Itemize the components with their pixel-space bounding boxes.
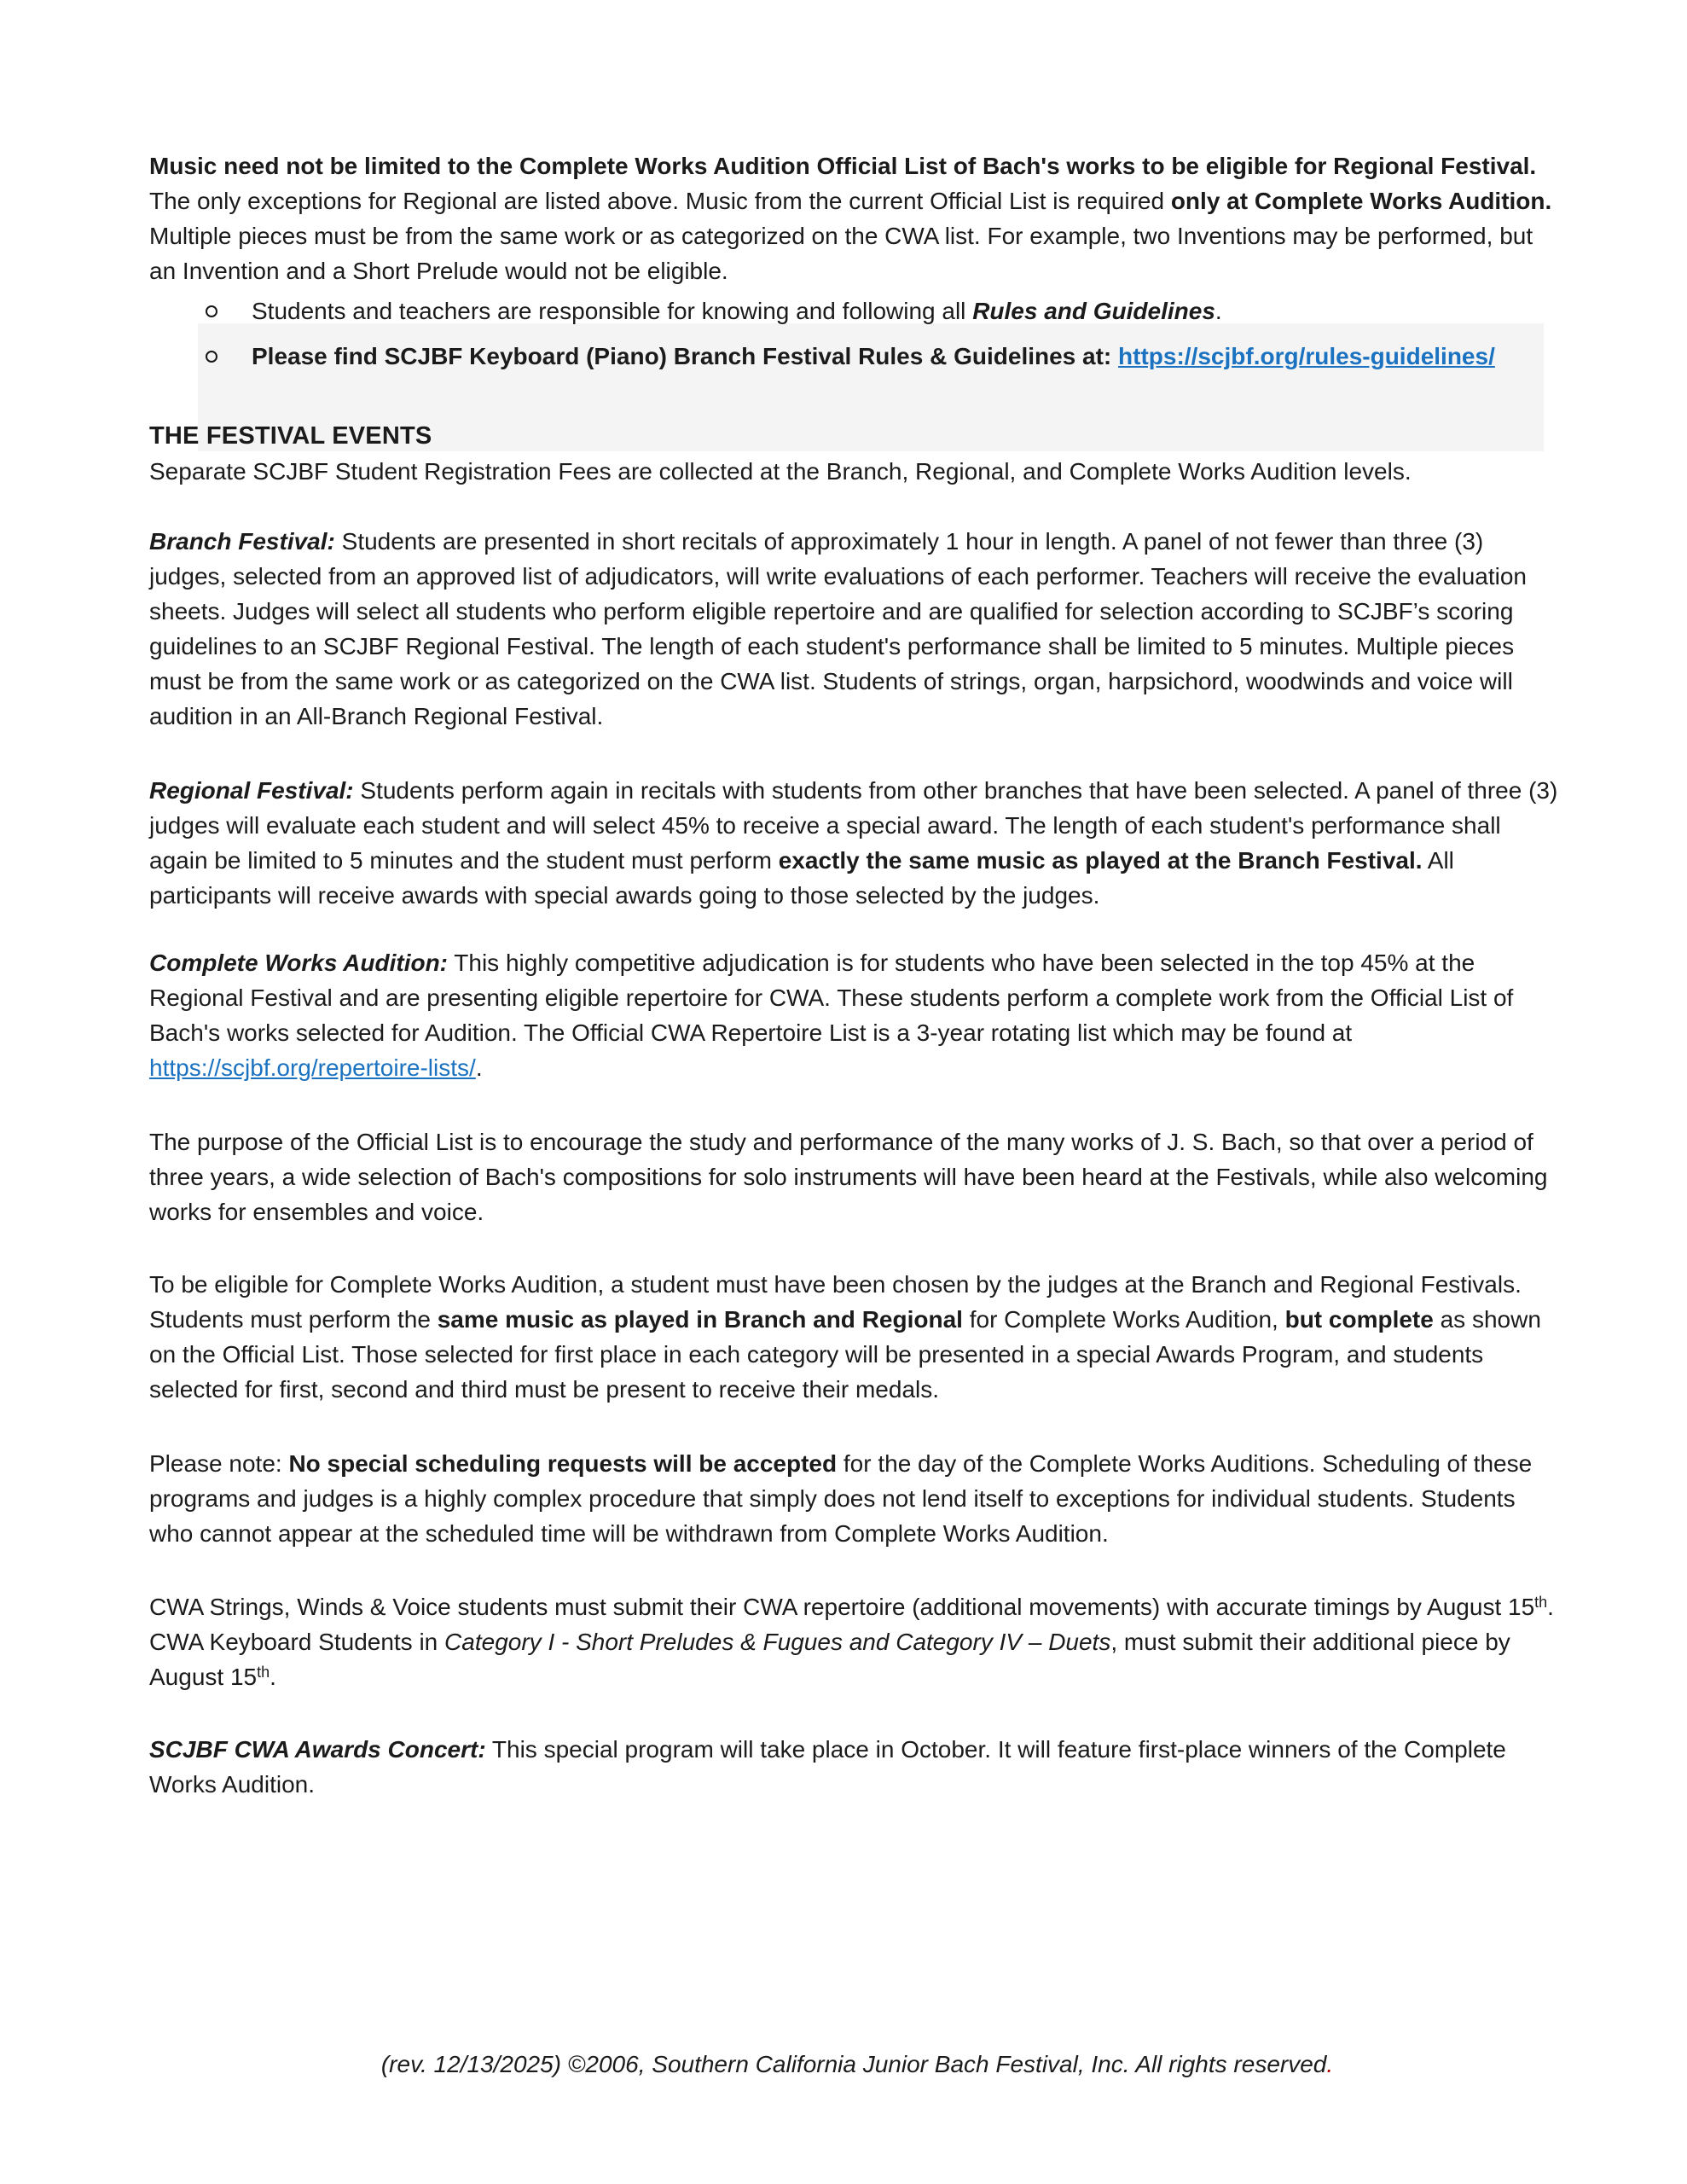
text-run: Rules and Guidelines bbox=[972, 298, 1215, 324]
regional-festival-paragraph bbox=[149, 773, 1565, 913]
text-run: th bbox=[1534, 1594, 1548, 1611]
text-run: Please note: bbox=[149, 1450, 289, 1477]
text-run: (rev. 12/13/2025) ©2006, Southern California Junior Bach Festival, Inc. All rights reserved bbox=[380, 2051, 1327, 2077]
text-run: The purpose of the Official List is to encourage the study and performance of the many works of J. S. Bach, so that over a period of three years, a wide selection of Bach's compositions for solo instruments will have been heard at the Festivals, while also welcoming works for ensembles and voice. bbox=[149, 1129, 1548, 1225]
text-run: exactly the same music as played at the Branch Festival. bbox=[778, 847, 1423, 874]
text-run: Category I - Short Preludes & Fugues and Category IV – Duets bbox=[444, 1629, 1111, 1655]
hyperlink[interactable]: https://scjbf.org/rules-guidelines/ bbox=[1118, 343, 1495, 369]
branch-festival-paragraph bbox=[149, 524, 1565, 734]
text-run: SCJBF CWA Awards Concert: bbox=[149, 1736, 486, 1763]
text-run: Complete Works Audition: bbox=[149, 950, 448, 976]
cwa-submission-paragraph bbox=[149, 1589, 1565, 1694]
cwa-eligibility-paragraph bbox=[149, 1267, 1565, 1407]
text-run: , must submit their additional piece by August 15 bbox=[149, 1629, 1510, 1690]
text-run: Regional Festival: bbox=[149, 777, 354, 804]
text-run: . bbox=[1215, 298, 1222, 324]
text-run: This special program will take place in October. It will feature first-place winners of the Complete Works Audition. bbox=[149, 1736, 1506, 1798]
scheduling-note-paragraph bbox=[149, 1446, 1565, 1551]
text-run: same music as played in Branch and Regional bbox=[437, 1306, 963, 1333]
text-run: for Complete Works Audition, bbox=[962, 1306, 1285, 1333]
text-run: . bbox=[1326, 2051, 1334, 2077]
text-run: . CWA Keyboard Students in bbox=[149, 1594, 1554, 1655]
text-run: Music need not be limited to the Complete Works Audition Official List of Bach's works to be eligible for Regional Festival. bbox=[149, 153, 1537, 179]
text-run: . bbox=[270, 1664, 276, 1690]
rules-bullet-list bbox=[149, 288, 1565, 379]
hyperlink[interactable]: https://scjbf.org/repertoire-lists/ bbox=[149, 1054, 476, 1081]
complete-works-audition-paragraph bbox=[149, 945, 1565, 1085]
text-run: Multiple pieces must be from the same work or as categorized on the CWA list. For example, two Inventions may be performed, but an Invention and a Short Prelude would not be eligible. bbox=[149, 223, 1533, 284]
text-run: This highly competitive adjudication is for students who have been selected in the top 45% at the Regional Festival and are presenting eligible repertoire for CWA. These students perform a complete work from the Official List of Bach's works selected for Audition. The Official CWA Repertoire List is a 3-year rotating list which may be found at bbox=[149, 950, 1514, 1046]
registration-fees-line bbox=[149, 454, 1565, 489]
text-run: Branch Festival: bbox=[149, 528, 335, 555]
footer-line bbox=[149, 2047, 1565, 2082]
text-run: Students and teachers are responsible for knowing and following all bbox=[252, 298, 973, 324]
text-run: but complete bbox=[1284, 1306, 1434, 1333]
festival-events-heading bbox=[149, 419, 1565, 454]
text-run: THE FESTIVAL EVENTS bbox=[149, 422, 432, 450]
text-run: All participants will receive awards with special awards going to those selected by the judges. bbox=[149, 847, 1454, 909]
document-flow bbox=[149, 0, 1565, 1802]
text-run: No special scheduling requests will be accepted bbox=[288, 1450, 838, 1477]
text-run: Separate SCJBF Student Registration Fees are collected at the Branch, Regional, and Complete Works Audition levels. bbox=[149, 458, 1412, 485]
awards-concert-paragraph bbox=[149, 1732, 1565, 1802]
text-run: as shown on the Official List. Those selected for first place in each category will be presented in a special Awards Program, and students selected for first, second and third must be present to receive their medals. bbox=[149, 1306, 1541, 1403]
text-run: Please find SCJBF Keyboard (Piano) Branch Festival Rules & Guidelines at: bbox=[252, 343, 1119, 369]
circle-bullet-icon bbox=[206, 305, 217, 317]
text-run: only at Complete Works Audition. bbox=[1170, 188, 1552, 214]
text-run: th bbox=[257, 1664, 270, 1681]
text-run: The only exceptions for Regional are listed above. Music from the current Official List is required bbox=[149, 188, 1171, 214]
official-list-purpose-paragraph bbox=[149, 1124, 1565, 1229]
text-run: Students perform again in recitals with students from other branches that have been selected. A panel of three (3) judges will evaluate each student and will select 45% to receive a special award. The length of each student's performance shall again be limited to 5 minutes and the student must perform bbox=[149, 777, 1558, 874]
intro-paragraph bbox=[149, 148, 1565, 288]
bullet-item bbox=[149, 288, 1565, 334]
bullet-item bbox=[149, 334, 1565, 379]
text-run: To be eligible for Complete Works Audition, a student must have been chosen by the judges at the Branch and Regional Festivals. Students must perform the bbox=[149, 1271, 1522, 1333]
text-run: CWA Strings, Winds & Voice students must submit their CWA repertoire (additional movements) with accurate timings by August 15 bbox=[149, 1594, 1535, 1620]
circle-bullet-icon bbox=[206, 351, 217, 363]
text-run: . bbox=[475, 1054, 483, 1081]
text-run: for the day of the Complete Works Auditions. Scheduling of these programs and judges is a highly complex procedure that simply does not lend itself to exceptions for individual students. Students who cannot appear at the scheduled time will be withdrawn from Complete Works Audition. bbox=[149, 1450, 1533, 1547]
text-run: Students are presented in short recitals of approximately 1 hour in length. A panel of not fewer than three (3) judges, selected from an approved list of adjudicators, will write evaluations of each performer. Teachers will receive the evaluation sheets. Judges will select all students who perform eligible repertoire and are qualified for selection according to SCJBF’s scoring guidelines to an SCJBF Regional Festival. The length of each student's performance shall be limited to 5 minutes. Multiple pieces must be from the same work or as categorized on the CWA list. Students of strings, organ, harpsichord, woodwinds and voice will audition in an All-Branch Regional Festival. bbox=[149, 528, 1527, 729]
